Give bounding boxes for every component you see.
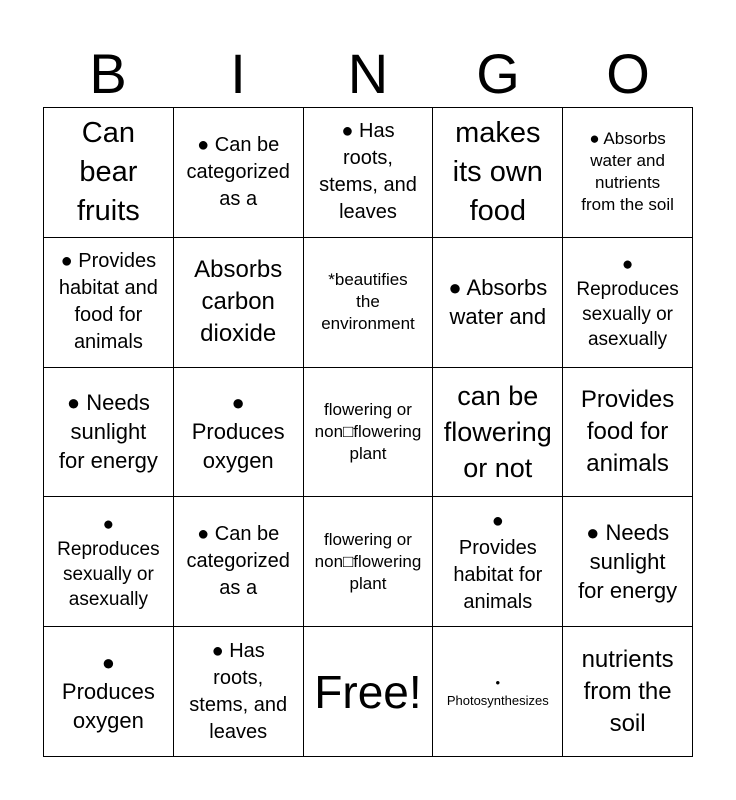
cell-text: ● Has roots, stems, and leaves <box>319 120 417 224</box>
cell-text: • Photosynthesizes <box>446 674 549 708</box>
cell-text: ● Absorbs water and <box>448 275 548 330</box>
free-space-cell[interactable] <box>304 627 434 757</box>
cell-text: ● Reproduces sexually or asexually <box>57 513 160 610</box>
bingo-cell[interactable] <box>44 497 174 627</box>
bingo-cell[interactable] <box>433 108 563 238</box>
bingo-cell[interactable] <box>563 238 693 368</box>
header-letter-n: N <box>347 42 389 105</box>
cell-text: ● Needs sunlight for energy <box>58 390 158 474</box>
cell-text: makes its own food <box>452 116 543 227</box>
cell-text: ● Provides habitat and food for animals <box>58 250 158 354</box>
cell-text: flowering or non□flowering plant <box>314 529 422 593</box>
bingo-cell[interactable] <box>174 108 304 238</box>
cell-text: Absorbs carbon dioxide <box>194 256 283 348</box>
header-letter-g: G <box>476 42 520 105</box>
bingo-cell[interactable] <box>174 497 304 627</box>
header-letter-i: I <box>230 42 246 105</box>
bingo-cell[interactable] <box>563 108 693 238</box>
cell-text: ● Provides habitat for animals <box>453 509 543 613</box>
bingo-cell[interactable] <box>304 238 434 368</box>
bingo-cell[interactable] <box>433 238 563 368</box>
cell-text: ● Produces oxygen <box>191 390 285 474</box>
bingo-cell[interactable] <box>44 238 174 368</box>
bingo-cell[interactable] <box>44 108 174 238</box>
cell-text: nutrients from the soil <box>581 645 674 737</box>
cell-text: flowering or non□flowering plant <box>314 399 422 463</box>
cell-text: ● Can be categorized as a <box>186 523 290 600</box>
bingo-cell[interactable] <box>433 627 563 757</box>
bingo-cell[interactable] <box>304 497 434 627</box>
bingo-cell[interactable] <box>563 497 693 627</box>
free-space-text: Free! <box>314 665 422 718</box>
bingo-header <box>43 40 693 108</box>
cell-text: ● Absorbs water and nutrients from the soil <box>581 129 674 215</box>
bingo-cell[interactable] <box>304 368 434 498</box>
cell-text: ● Can be categorized as a <box>186 133 290 210</box>
bingo-cell[interactable] <box>433 497 563 627</box>
cell-text: ● Produces oxygen <box>61 650 155 734</box>
cell-text: *beautifies the environment <box>321 270 415 334</box>
bingo-cell[interactable] <box>44 368 174 498</box>
header-letter-o: O <box>606 42 650 105</box>
header-letter-b: B <box>89 42 127 105</box>
cell-text: Provides food for animals <box>580 385 675 477</box>
bingo-cell[interactable] <box>44 627 174 757</box>
cell-text: ● Has roots, stems, and leaves <box>189 639 288 743</box>
bingo-cell[interactable] <box>304 108 434 238</box>
bingo-cell[interactable] <box>174 627 304 757</box>
cell-text: can be flowering or not <box>443 380 552 483</box>
bingo-cell[interactable] <box>563 368 693 498</box>
bingo-cell[interactable] <box>174 368 304 498</box>
bingo-cell[interactable] <box>563 627 693 757</box>
bingo-cell[interactable] <box>174 238 304 368</box>
cell-text: Can bear fruits <box>76 116 140 227</box>
cell-text: ● Needs sunlight for energy <box>578 520 678 604</box>
bingo-card-grid <box>43 107 693 757</box>
bingo-cell[interactable] <box>433 368 563 498</box>
cell-text: ● Reproduces sexually or asexually <box>576 254 679 351</box>
